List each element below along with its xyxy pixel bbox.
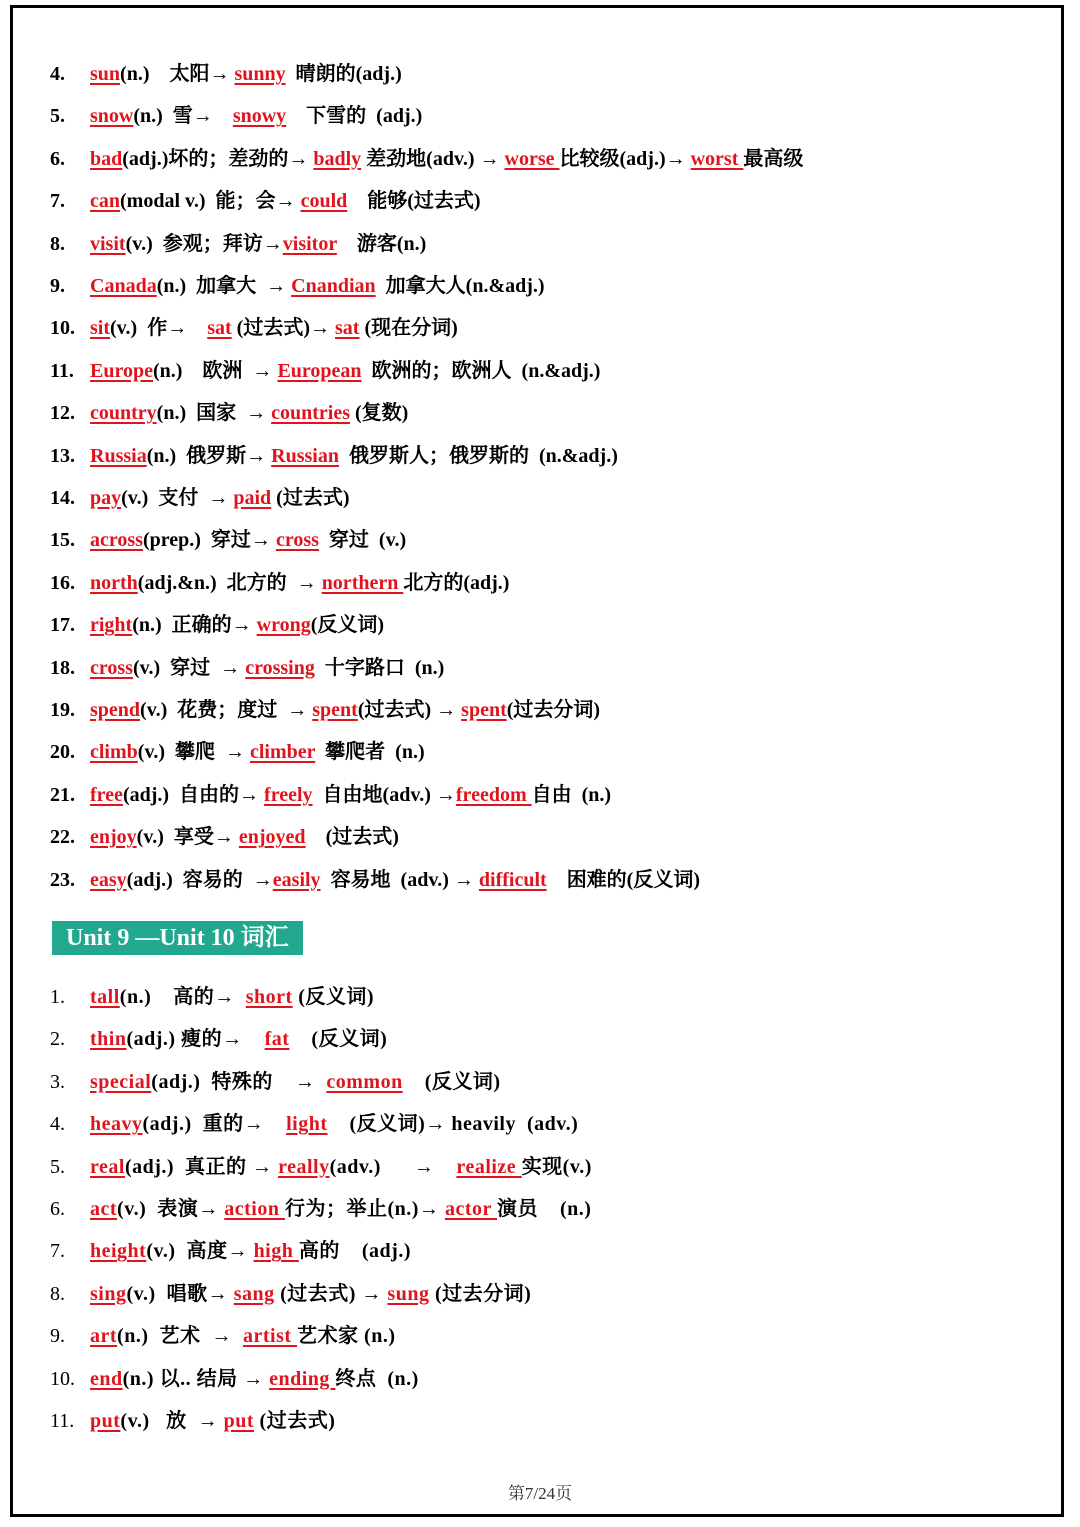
item-number: 8. bbox=[50, 232, 65, 255]
vocab-word: high bbox=[253, 1240, 299, 1263]
vocab-item bbox=[50, 696, 600, 724]
vocab-item bbox=[50, 1068, 501, 1096]
vocab-word: put bbox=[223, 1410, 255, 1432]
vocab-word: north bbox=[90, 571, 138, 594]
vocab-item bbox=[50, 569, 509, 597]
item-number: 5. bbox=[50, 1155, 65, 1178]
vocab-item bbox=[50, 526, 406, 554]
vocab-gloss: (n.) 加拿大 → bbox=[156, 275, 292, 297]
page-number: 第7/24页 bbox=[507, 1484, 573, 1503]
item-number: 8. bbox=[50, 1282, 65, 1305]
vocab-gloss: (反义词) bbox=[292, 986, 375, 1008]
vocab-word: climb bbox=[90, 741, 138, 764]
vocab-gloss: (过去式) → bbox=[274, 1282, 388, 1305]
vocab-gloss: 实现(v.) bbox=[521, 1155, 592, 1178]
item-number: 11. bbox=[50, 1410, 75, 1432]
vocab-word: sung bbox=[387, 1282, 430, 1305]
vocab-word: spent bbox=[461, 699, 507, 721]
vocab-item bbox=[50, 1322, 396, 1350]
vocab-word: easily bbox=[272, 868, 321, 891]
vocab-word: visitor bbox=[282, 232, 337, 255]
vocab-item bbox=[50, 1025, 387, 1053]
vocab-word: height bbox=[90, 1240, 147, 1263]
vocab-word: paid bbox=[233, 487, 272, 509]
vocab-word: easy bbox=[90, 868, 127, 891]
vocab-item bbox=[50, 823, 399, 851]
item-number: 7. bbox=[50, 1240, 65, 1263]
item-number: 17. bbox=[50, 614, 75, 637]
vocab-word: northern bbox=[321, 571, 404, 594]
vocab-item bbox=[50, 314, 458, 342]
vocab-word: worse bbox=[504, 147, 560, 170]
vocab-item bbox=[50, 781, 611, 809]
vocab-gloss: (反义词)→ heavily (adv.) bbox=[327, 1113, 579, 1136]
vocab-word: sang bbox=[233, 1282, 275, 1305]
vocab-gloss: (v.) 花费；度过 → bbox=[140, 699, 313, 721]
vocab-item bbox=[50, 102, 422, 130]
vocab-item bbox=[50, 1110, 578, 1138]
vocab-word: Canada bbox=[90, 275, 157, 297]
vocab-gloss: (adv.) → bbox=[329, 1155, 457, 1178]
item-number: 5. bbox=[50, 105, 65, 128]
vocab-item bbox=[50, 60, 402, 88]
vocab-word: right bbox=[90, 614, 133, 637]
vocab-gloss: (过去式)→ bbox=[231, 317, 335, 340]
vocab-word: snowy bbox=[232, 105, 287, 128]
item-number: 10. bbox=[50, 1367, 75, 1390]
vocab-item bbox=[50, 1280, 531, 1308]
vocab-gloss: (adj.) 真正的 → bbox=[124, 1155, 279, 1178]
vocab-gloss: (v.) 参观；拜访→ bbox=[125, 232, 283, 255]
vocab-word: heavy bbox=[90, 1113, 143, 1136]
vocab-gloss: (v.) 表演→ bbox=[117, 1198, 225, 1220]
vocab-gloss: 欧洲的；欧洲人 (n.&adj.) bbox=[361, 359, 601, 382]
item-number: 3. bbox=[50, 1070, 65, 1093]
vocab-word: European bbox=[277, 359, 362, 382]
vocab-word: common bbox=[326, 1070, 403, 1093]
vocab-gloss: (n.) 国家 → bbox=[156, 402, 272, 425]
vocab-item bbox=[50, 654, 444, 682]
vocab-item bbox=[50, 399, 408, 427]
vocab-gloss: (过去分词) bbox=[506, 699, 601, 721]
vocab-gloss: (过去分词) bbox=[429, 1282, 532, 1305]
vocab-item bbox=[50, 866, 700, 894]
vocab-gloss: 容易地 (adv.) → bbox=[320, 868, 479, 891]
vocab-word: enjoyed bbox=[238, 826, 306, 849]
vocab-gloss: 行为；举止(n.)→ bbox=[284, 1198, 445, 1220]
vocab-word: tall bbox=[90, 986, 120, 1008]
vocab-gloss: (n.) 高的→ bbox=[119, 986, 246, 1008]
item-number: 7. bbox=[50, 190, 65, 213]
vocab-word: sun bbox=[90, 63, 121, 85]
vocab-word: sunny bbox=[234, 63, 286, 85]
vocab-gloss: (过去式) bbox=[254, 1410, 336, 1432]
vocab-gloss: 自由地(adv.) → bbox=[312, 783, 456, 806]
vocab-word: sat bbox=[207, 317, 232, 340]
vocab-gloss: (v.) 作→ bbox=[110, 317, 208, 340]
vocab-word: really bbox=[278, 1155, 330, 1178]
vocab-gloss: 下雪的 (adj.) bbox=[286, 105, 423, 128]
vocab-word: freedom bbox=[455, 783, 532, 806]
vocab-gloss: (过去式) → bbox=[357, 699, 462, 721]
vocab-item bbox=[50, 611, 384, 639]
vocab-gloss: 穿过 (v.) bbox=[318, 529, 407, 552]
item-number: 2. bbox=[50, 1028, 65, 1051]
vocab-word: act bbox=[90, 1198, 118, 1220]
vocab-gloss: (n.) 欧洲 → bbox=[152, 359, 278, 382]
vocab-word: sit bbox=[90, 317, 110, 340]
vocab-word: Russia bbox=[90, 444, 147, 467]
vocab-gloss: (adj.)坏的；差劲的→ bbox=[122, 147, 314, 170]
item-number: 22. bbox=[50, 826, 75, 849]
vocab-item bbox=[50, 1195, 591, 1223]
vocab-word: actor bbox=[444, 1198, 497, 1220]
vocab-word: spend bbox=[90, 699, 141, 721]
vocab-word: ending bbox=[269, 1367, 336, 1390]
vocab-gloss: 加拿大人(n.&adj.) bbox=[375, 275, 545, 297]
vocab-word: put bbox=[90, 1410, 121, 1432]
vocab-word: fat bbox=[264, 1028, 290, 1051]
item-number: 15. bbox=[50, 529, 75, 552]
vocab-gloss: 最高级 bbox=[743, 147, 804, 170]
vocab-item bbox=[50, 187, 481, 215]
vocab-gloss: (v.) 穿过 → bbox=[132, 656, 246, 679]
item-number: 9. bbox=[50, 1325, 65, 1348]
vocab-word: Cnandian bbox=[291, 275, 376, 297]
vocab-gloss: 自由 (n.) bbox=[531, 783, 612, 806]
item-number: 14. bbox=[50, 487, 75, 509]
vocab-gloss: (n.) 正确的→ bbox=[132, 614, 257, 637]
vocab-word: real bbox=[90, 1155, 125, 1178]
vocab-gloss: (反义词) bbox=[289, 1028, 388, 1051]
vocab-word: enjoy bbox=[90, 826, 137, 849]
vocab-gloss: (v.) 支付 → bbox=[121, 487, 234, 509]
item-number: 10. bbox=[50, 317, 75, 340]
vocab-word: cross bbox=[275, 529, 319, 552]
vocab-word: light bbox=[286, 1113, 328, 1136]
vocab-word: countries bbox=[271, 402, 351, 425]
vocab-gloss: (过去式) bbox=[305, 826, 399, 849]
item-number: 4. bbox=[50, 63, 65, 85]
vocab-word: pay bbox=[90, 487, 122, 509]
vocab-word: freely bbox=[264, 783, 313, 806]
vocab-word: sing bbox=[90, 1282, 127, 1305]
vocab-item bbox=[50, 272, 545, 300]
vocab-gloss: (adj.) 重的→ bbox=[142, 1113, 287, 1136]
vocab-word: climber bbox=[250, 741, 316, 764]
vocab-item bbox=[50, 357, 600, 385]
vocab-gloss: 能够(过去式) bbox=[347, 190, 481, 213]
vocab-gloss: 北方的(adj.) bbox=[403, 571, 510, 594]
item-number: 12. bbox=[50, 402, 75, 425]
vocab-item bbox=[50, 1153, 592, 1181]
vocab-gloss: (反义词) bbox=[310, 614, 385, 637]
vocab-gloss: (v.) 放 → bbox=[120, 1410, 224, 1432]
vocab-gloss: 比较级(adj.)→ bbox=[559, 147, 691, 170]
vocab-gloss: (adj.) 自由的→ bbox=[122, 783, 265, 806]
vocab-gloss: 游客(n.) bbox=[336, 232, 427, 255]
vocab-gloss: (modal v.) 能；会→ bbox=[120, 190, 301, 213]
vocab-gloss: 差劲地(adv.) → bbox=[361, 147, 505, 170]
item-number: 4. bbox=[50, 1113, 65, 1136]
vocab-gloss: (复数) bbox=[350, 402, 409, 425]
item-number: 9. bbox=[50, 275, 65, 297]
vocab-gloss: (反义词) bbox=[402, 1070, 501, 1093]
vocab-gloss: 艺术家 (n.) bbox=[297, 1325, 396, 1348]
vocab-gloss: (adj.&n.) 北方的 → bbox=[137, 571, 322, 594]
vocab-word: free bbox=[90, 783, 123, 806]
vocab-word: short bbox=[245, 986, 293, 1008]
vocab-word: crossing bbox=[245, 656, 315, 679]
vocab-word: bad bbox=[90, 147, 123, 170]
item-number: 6. bbox=[50, 1198, 65, 1220]
item-number: 6. bbox=[50, 147, 65, 170]
vocab-item bbox=[50, 442, 618, 470]
vocab-word: country bbox=[90, 402, 157, 425]
item-number: 13. bbox=[50, 444, 75, 467]
vocab-gloss: 攀爬者 (n.) bbox=[315, 741, 425, 764]
vocab-word: difficult bbox=[478, 868, 547, 891]
section-header: Unit 9 —Unit 10 词汇 bbox=[52, 921, 303, 955]
vocab-gloss: 晴朗的(adj.) bbox=[285, 63, 402, 85]
vocab-word: action bbox=[224, 1198, 285, 1220]
vocab-gloss: (n.) 以.. 结局 → bbox=[122, 1367, 270, 1390]
vocab-gloss: (adj.) 瘦的→ bbox=[126, 1028, 265, 1051]
vocab-gloss: (n.) 雪→ bbox=[133, 105, 233, 128]
vocab-word: worst bbox=[690, 147, 744, 170]
vocab-word: visit bbox=[90, 232, 126, 255]
item-number: 21. bbox=[50, 783, 75, 806]
vocab-gloss: (现在分词) bbox=[359, 317, 458, 340]
vocab-gloss: (n.) 俄罗斯→ bbox=[146, 444, 272, 467]
vocab-gloss: (n.) 太阳→ bbox=[120, 63, 235, 85]
vocab-gloss: 终点 (n.) bbox=[335, 1367, 419, 1390]
vocab-item bbox=[50, 738, 425, 766]
vocab-word: could bbox=[300, 190, 348, 213]
vocab-item bbox=[50, 230, 426, 258]
vocab-gloss: 俄罗斯人；俄罗斯的 (n.&adj.) bbox=[338, 444, 618, 467]
vocab-word: sat bbox=[335, 317, 360, 340]
vocab-item bbox=[50, 1407, 335, 1435]
vocab-word: art bbox=[90, 1325, 118, 1348]
vocab-item bbox=[50, 983, 374, 1011]
vocab-word: realize bbox=[456, 1155, 522, 1178]
vocab-word: special bbox=[90, 1070, 152, 1093]
vocab-gloss: 演员 (n.) bbox=[497, 1198, 592, 1220]
item-number: 23. bbox=[50, 868, 75, 891]
vocab-word: can bbox=[90, 190, 120, 213]
vocab-word: end bbox=[90, 1367, 123, 1390]
item-number: 16. bbox=[50, 571, 75, 594]
vocab-word: snow bbox=[90, 105, 134, 128]
vocab-gloss: 困难的(反义词) bbox=[546, 868, 701, 891]
vocab-gloss: (v.) 攀爬 → bbox=[137, 741, 250, 764]
vocab-item bbox=[50, 484, 349, 512]
item-number: 19. bbox=[50, 699, 75, 721]
vocab-word: Russian bbox=[271, 444, 339, 467]
vocab-word: thin bbox=[90, 1028, 127, 1051]
vocab-gloss: 十字路口 (n.) bbox=[314, 656, 445, 679]
vocab-gloss: (v.) 高度→ bbox=[146, 1240, 254, 1263]
item-number: 18. bbox=[50, 656, 75, 679]
vocab-word: badly bbox=[313, 147, 362, 170]
vocab-gloss: (adj.) 容易的 → bbox=[126, 868, 273, 891]
vocab-word: cross bbox=[90, 656, 133, 679]
vocab-word: Europe bbox=[90, 359, 153, 382]
vocab-gloss: (prep.) 穿过→ bbox=[142, 529, 276, 552]
vocab-gloss: 高的 (adj.) bbox=[298, 1240, 411, 1263]
item-number: 1. bbox=[50, 986, 65, 1008]
vocab-item bbox=[50, 1365, 419, 1393]
vocab-word: across bbox=[90, 529, 143, 552]
vocab-gloss: (v.) 享受→ bbox=[136, 826, 239, 849]
vocab-word: wrong bbox=[256, 614, 311, 637]
vocab-item bbox=[50, 1237, 411, 1265]
item-number: 11. bbox=[50, 359, 74, 382]
vocab-item bbox=[50, 145, 803, 173]
vocab-gloss: (n.) 艺术 → bbox=[117, 1325, 243, 1348]
item-number: 20. bbox=[50, 741, 75, 764]
vocab-gloss: (adj.) 特殊的 → bbox=[151, 1070, 327, 1093]
vocab-gloss: (v.) 唱歌→ bbox=[126, 1282, 234, 1305]
vocab-word: artist bbox=[243, 1325, 298, 1348]
vocab-gloss: (过去式) bbox=[271, 487, 350, 509]
vocab-word: spent bbox=[312, 699, 358, 721]
